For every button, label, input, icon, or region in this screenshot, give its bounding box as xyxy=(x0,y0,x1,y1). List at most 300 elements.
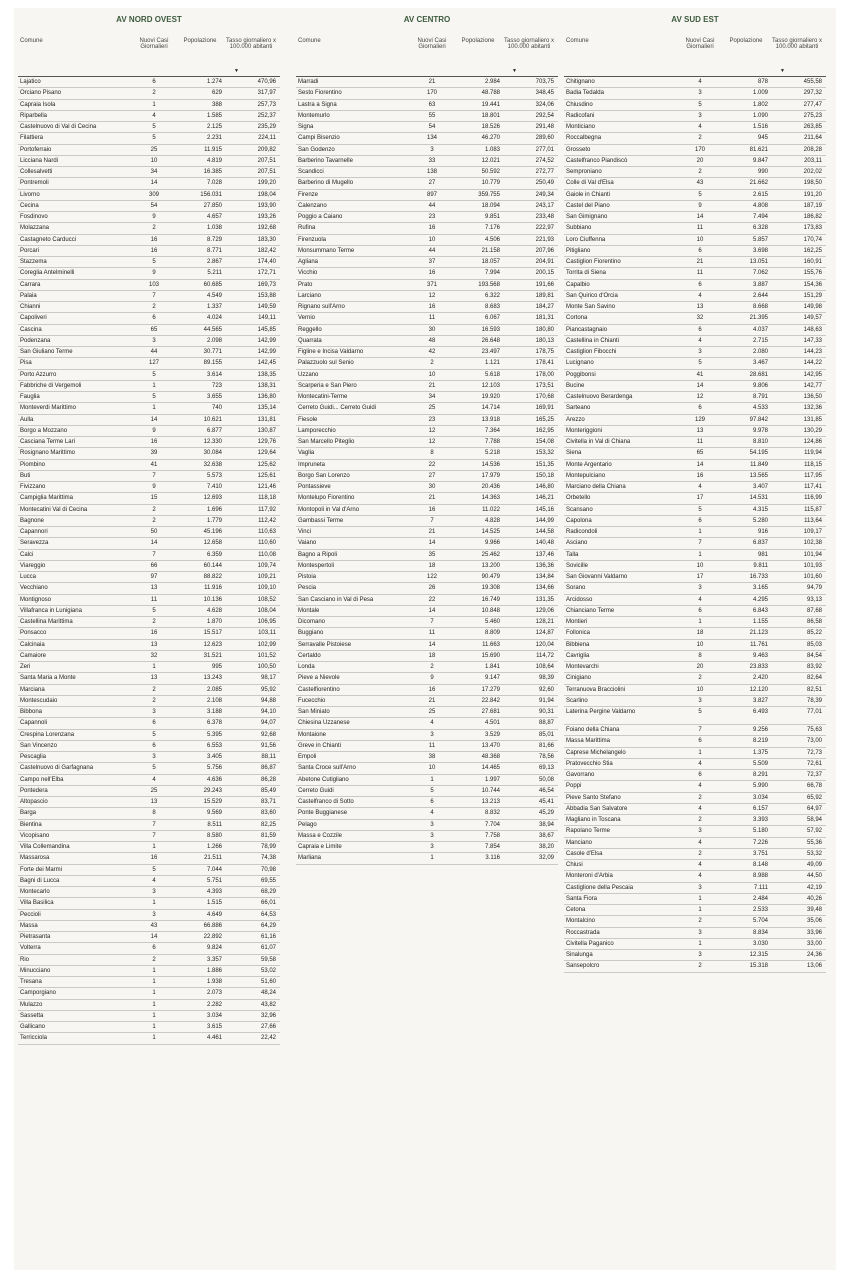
tasso-cell: 68,29 xyxy=(260,889,276,895)
comune-cell: Chiusi xyxy=(566,862,583,868)
table-row xyxy=(296,561,558,572)
tasso-cell: 113,64 xyxy=(804,517,822,524)
popolazione-cell: 6.877 xyxy=(206,427,222,434)
popolazione-cell: 6.157 xyxy=(752,805,768,812)
header-popolazione[interactable]: Popolazione xyxy=(461,38,495,44)
comune-cell: Tresana xyxy=(20,979,42,985)
popolazione-cell: 46.270 xyxy=(481,135,500,142)
comune-cell: Lucignano xyxy=(566,360,594,367)
tasso-cell: 184,27 xyxy=(535,304,554,310)
table-row xyxy=(564,815,826,826)
nuovi-casi-cell: 14 xyxy=(428,607,436,614)
comune-cell: San Casciano in Val di Pesa xyxy=(298,596,374,603)
header-comune[interactable]: Comune xyxy=(20,38,43,44)
popolazione-cell: 30.771 xyxy=(203,349,222,355)
tasso-cell: 24,36 xyxy=(806,952,822,958)
nuovi-casi-cell: 13 xyxy=(150,585,158,592)
nuovi-casi-cell: 14 xyxy=(428,540,436,547)
tasso-cell: 45,41 xyxy=(538,799,554,805)
nuovi-casi-cell: 1 xyxy=(698,619,702,625)
tasso-cell: 32,09 xyxy=(538,855,554,862)
table-row xyxy=(564,257,826,268)
popolazione-cell: 1.038 xyxy=(206,225,222,232)
nuovi-casi-cell: 9 xyxy=(152,270,156,277)
popolazione-cell: 12.315 xyxy=(749,952,768,958)
nuovi-casi-cell: 4 xyxy=(698,124,702,130)
table-row xyxy=(296,516,558,527)
header-nuovi-casi[interactable]: Nuovi Casi Giornalieri xyxy=(417,38,447,50)
header-tasso[interactable]: Tasso giornaliero x 100.000 abitanti xyxy=(771,38,823,50)
tasso-cell: 81,66 xyxy=(538,742,554,749)
comune-cell: San Godenzo xyxy=(298,146,335,153)
tasso-cell: 187,19 xyxy=(803,202,822,209)
tasso-cell: 72,73 xyxy=(806,749,822,756)
table-row xyxy=(18,77,280,88)
table-row xyxy=(564,781,826,792)
popolazione-cell: 13.243 xyxy=(203,675,222,682)
nuovi-casi-cell: 138 xyxy=(426,169,437,175)
tasso-cell: 75,63 xyxy=(806,727,822,733)
table-row xyxy=(18,730,280,741)
table-row xyxy=(18,370,280,381)
comune-cell: Crespina Lorenzana xyxy=(20,731,75,738)
comune-cell: Sansepolcro xyxy=(566,963,600,970)
popolazione-cell: 3.698 xyxy=(752,247,768,254)
nuovi-casi-cell: 5 xyxy=(698,191,702,198)
tasso-cell: 169,73 xyxy=(257,281,276,288)
table-row xyxy=(296,730,558,741)
table-row xyxy=(18,550,280,561)
nuovi-casi-cell: 37 xyxy=(428,259,436,265)
comune-cell: Chianni xyxy=(20,304,41,310)
comune-cell: Marradi xyxy=(298,79,319,85)
popolazione-cell: 11.916 xyxy=(204,585,222,592)
nuovi-casi-cell: 1 xyxy=(152,990,156,997)
nuovi-casi-cell: 44 xyxy=(428,202,436,209)
popolazione-cell: 4.636 xyxy=(206,776,222,783)
nuovi-casi-cell: 48 xyxy=(428,337,436,344)
comune-cell: Ponsacco xyxy=(20,630,47,637)
table-row xyxy=(564,939,826,950)
comune-cell: Pitigliano xyxy=(566,247,591,254)
popolazione-cell: 19.308 xyxy=(481,585,500,592)
popolazione-cell: 5.211 xyxy=(207,270,222,277)
nuovi-casi-cell: 170 xyxy=(426,90,437,97)
popolazione-cell: 13.565 xyxy=(749,472,768,479)
tasso-cell: 43,82 xyxy=(260,1001,276,1008)
comune-cell: Vicopisano xyxy=(20,832,50,839)
table-row xyxy=(564,707,826,725)
popolazione-cell: 15.529 xyxy=(203,799,222,805)
tasso-cell: 110,08 xyxy=(258,551,276,558)
tasso-cell: 142,99 xyxy=(257,337,276,344)
tasso-cell: 221,93 xyxy=(535,236,554,243)
tasso-cell: 193,26 xyxy=(257,214,276,220)
tasso-cell: 108,04 xyxy=(257,607,276,614)
tasso-cell: 292,54 xyxy=(535,112,554,119)
popolazione-cell: 14.525 xyxy=(481,529,500,535)
popolazione-cell: 1.266 xyxy=(206,844,222,850)
comune-cell: Firenzuola xyxy=(298,236,327,243)
popolazione-cell: 3.887 xyxy=(752,281,768,288)
comune-cell: Pratovecchio Stia xyxy=(566,760,613,767)
table-row xyxy=(564,595,826,606)
table-row xyxy=(564,849,826,860)
comune-cell: Rosignano Marittimo xyxy=(20,450,76,457)
section-title: AV CENTRO xyxy=(403,15,451,24)
tasso-cell: 146,21 xyxy=(535,495,554,502)
tasso-cell: 207,96 xyxy=(535,247,554,254)
comune-cell: Rio xyxy=(20,956,30,963)
comune-cell: Dicomano xyxy=(298,619,326,625)
popolazione-cell: 7.062 xyxy=(752,270,768,277)
tasso-cell: 22,42 xyxy=(260,1035,276,1042)
table-row xyxy=(296,190,558,201)
popolazione-cell: 7.494 xyxy=(752,214,768,220)
popolazione-cell: 8.988 xyxy=(752,873,768,880)
comune-cell: Fucecchio xyxy=(298,697,326,704)
popolazione-cell: 156.031 xyxy=(200,191,222,198)
popolazione-cell: 4.393 xyxy=(206,889,222,895)
tasso-cell: 69,13 xyxy=(538,765,554,772)
comune-cell: Vernio xyxy=(298,315,316,322)
comune-cell: Castelnuovo di Val di Cecina xyxy=(20,124,97,130)
tasso-cell: 181,31 xyxy=(535,315,554,322)
popolazione-cell: 3.529 xyxy=(484,731,500,738)
comune-cell: Ponte Buggianese xyxy=(298,810,348,817)
header-popolazione[interactable]: Popolazione xyxy=(729,38,763,44)
tasso-cell: 128,21 xyxy=(535,619,554,625)
popolazione-cell: 8.771 xyxy=(206,247,222,254)
tasso-cell: 252,37 xyxy=(257,112,276,119)
nuovi-casi-cell: 41 xyxy=(696,371,704,378)
tasso-cell: 102,99 xyxy=(257,641,276,648)
tasso-cell: 116,99 xyxy=(804,495,822,502)
comune-cell: Gaiole in Chianti xyxy=(566,191,611,198)
header-nuovi-casi[interactable]: Nuovi Casi Giornalieri xyxy=(685,38,715,50)
comune-cell: Monteroni d'Arbia xyxy=(566,873,613,880)
nuovi-casi-cell: 21 xyxy=(428,697,436,704)
tasso-cell: 124,86 xyxy=(803,439,822,445)
nuovi-casi-cell: 5 xyxy=(152,765,156,772)
tasso-cell: 108,64 xyxy=(535,664,554,670)
comune-cell: Marciano della Chiana xyxy=(566,484,626,490)
comune-cell: Portoferraio xyxy=(20,146,52,153)
tasso-cell: 272,77 xyxy=(535,169,554,175)
nuovi-casi-cell: 2 xyxy=(698,169,702,175)
popolazione-cell: 4.657 xyxy=(206,214,222,220)
nuovi-casi-cell: 16 xyxy=(428,270,436,277)
comune-cell: San Gimignano xyxy=(566,214,608,220)
popolazione-cell: 2.108 xyxy=(206,697,222,704)
header-nuovi-casi[interactable]: Nuovi Casi Giornalieri xyxy=(139,38,169,50)
nuovi-casi-cell: 5 xyxy=(152,731,156,738)
nuovi-casi-cell: 9 xyxy=(430,675,434,682)
comune-cell: Talla xyxy=(566,551,579,558)
nuovi-casi-cell: 44 xyxy=(150,349,158,355)
comune-cell: San Quirico d'Orcia xyxy=(566,292,618,299)
comune-cell: Villa Basilica xyxy=(20,900,54,907)
table-row xyxy=(18,572,280,583)
nuovi-casi-cell: 3 xyxy=(152,889,156,895)
comune-cell: Montescudaio xyxy=(20,697,58,704)
comune-cell: Gallicano xyxy=(20,1024,46,1030)
popolazione-cell: 5.395 xyxy=(206,731,222,738)
nuovi-casi-cell: 5 xyxy=(698,506,702,513)
comune-cell: Aulla xyxy=(20,416,34,423)
comune-cell: Pescaglia xyxy=(20,754,47,760)
table-row xyxy=(18,178,280,189)
comune-cell: Castelfranco Piandiscò xyxy=(566,157,628,164)
popolazione-cell: 3.116 xyxy=(485,855,500,862)
nuovi-casi-cell: 4 xyxy=(698,783,702,790)
table-row xyxy=(564,167,826,178)
table-row xyxy=(564,201,826,212)
nuovi-casi-cell: 5 xyxy=(152,866,156,873)
nuovi-casi-cell: 2 xyxy=(152,304,156,310)
header-tasso[interactable]: Tasso giornaliero x 100.000 abitanti xyxy=(503,38,555,50)
popolazione-cell: 359.755 xyxy=(478,191,500,198)
tasso-cell: 51,60 xyxy=(260,979,276,985)
tasso-cell: 69,55 xyxy=(260,877,276,884)
nuovi-casi-cell: 2 xyxy=(698,675,702,682)
popolazione-cell: 2.125 xyxy=(206,124,222,130)
nuovi-casi-cell: 16 xyxy=(150,247,158,254)
nuovi-casi-cell: 5 xyxy=(152,135,156,142)
tasso-cell: 50,08 xyxy=(538,776,554,783)
comune-cell: Caprese Michelangelo xyxy=(566,749,626,756)
popolazione-cell: 16.385 xyxy=(203,169,222,175)
comune-cell: Pieve a Nievole xyxy=(298,675,340,682)
tasso-cell: 173,51 xyxy=(535,382,554,389)
popolazione-cell: 3.030 xyxy=(752,940,768,947)
comune-cell: Peccioli xyxy=(20,911,41,918)
table-row xyxy=(296,752,558,763)
nuovi-casi-cell: 2 xyxy=(152,697,156,704)
tasso-cell: 243,17 xyxy=(535,202,554,209)
popolazione-cell: 13.200 xyxy=(481,562,500,569)
popolazione-cell: 7.788 xyxy=(484,439,500,445)
popolazione-cell: 990 xyxy=(757,169,768,175)
tasso-cell: 85,03 xyxy=(806,641,822,648)
table-row xyxy=(18,122,280,133)
nuovi-casi-cell: 5 xyxy=(152,607,156,614)
nuovi-casi-cell: 30 xyxy=(428,484,436,490)
header-comune[interactable]: Comune xyxy=(298,38,321,44)
popolazione-cell: 11.849 xyxy=(750,461,768,468)
nuovi-casi-cell: 16 xyxy=(428,225,436,232)
popolazione-cell: 1.886 xyxy=(206,967,222,974)
nuovi-casi-cell: 7 xyxy=(152,472,156,479)
table-row xyxy=(18,280,280,291)
popolazione-cell: 54.195 xyxy=(749,450,768,457)
comune-cell: Vinci xyxy=(298,529,311,535)
nuovi-casi-cell: 22 xyxy=(428,461,436,468)
table-row xyxy=(18,842,280,853)
table-row xyxy=(296,133,558,144)
nuovi-casi-cell: 4 xyxy=(152,112,156,119)
comune-cell: Buggiano xyxy=(298,630,324,637)
nuovi-casi-cell: 10 xyxy=(696,641,704,648)
popolazione-cell: 17.279 xyxy=(481,686,500,693)
table-row xyxy=(296,673,558,684)
table-row xyxy=(296,257,558,268)
tasso-cell: 178,75 xyxy=(535,349,554,355)
tasso-cell: 55,36 xyxy=(806,839,822,846)
popolazione-cell: 11.663 xyxy=(482,641,500,648)
popolazione-cell: 10.848 xyxy=(481,607,500,614)
comune-cell: Larciano xyxy=(298,292,322,299)
table-row xyxy=(564,804,826,815)
comune-cell: Pistoia xyxy=(298,574,317,580)
popolazione-cell: 14.465 xyxy=(481,765,500,772)
tasso-cell: 297,32 xyxy=(803,90,822,97)
tasso-cell: 40,26 xyxy=(806,895,822,902)
section-av-centro xyxy=(296,8,558,865)
nuovi-casi-cell: 129 xyxy=(694,416,705,423)
table-row xyxy=(18,1011,280,1022)
comune-cell: Foiano della Chiana xyxy=(566,727,620,733)
tasso-cell: 78,39 xyxy=(806,697,822,704)
tasso-cell: 154,36 xyxy=(803,281,822,288)
table-row xyxy=(296,392,558,403)
comune-cell: San Vincenzo xyxy=(20,742,57,749)
header-popolazione[interactable]: Popolazione xyxy=(183,38,217,44)
nuovi-casi-cell: 4 xyxy=(430,810,434,817)
comune-cell: Santa Croce sull'Arno xyxy=(298,765,356,772)
table-row xyxy=(564,606,826,617)
nuovi-casi-cell: 17 xyxy=(696,574,704,580)
sort-arrow-icon[interactable]: ▼ xyxy=(512,68,517,74)
header-comune[interactable]: Comune xyxy=(566,38,589,44)
popolazione-cell: 9.463 xyxy=(752,652,768,659)
table-row xyxy=(296,775,558,786)
comune-cell: Campo nell'Elba xyxy=(20,776,64,783)
table-row xyxy=(296,707,558,718)
table-row xyxy=(564,538,826,549)
nuovi-casi-cell: 11 xyxy=(696,270,704,277)
nuovi-casi-cell: 1 xyxy=(430,776,434,783)
nuovi-casi-cell: 4 xyxy=(698,484,702,490)
popolazione-cell: 8.668 xyxy=(752,304,768,310)
comune-cell: Forte dei Marmi xyxy=(20,866,63,873)
popolazione-cell: 19.441 xyxy=(481,101,500,108)
tasso-cell: 82,25 xyxy=(260,821,276,828)
tasso-cell: 64,97 xyxy=(806,805,822,812)
sort-arrow-icon[interactable]: ▼ xyxy=(234,68,239,74)
table-row xyxy=(296,280,558,291)
popolazione-cell: 21.395 xyxy=(749,315,768,322)
comune-cell: Lamporecchio xyxy=(298,427,336,434)
nuovi-casi-cell: 4 xyxy=(152,877,156,884)
comune-cell: Monticiano xyxy=(566,124,596,130)
comune-cell: Stazzema xyxy=(20,259,47,265)
table-row xyxy=(18,865,280,876)
tasso-cell: 199,20 xyxy=(257,180,276,187)
tasso-cell: 77,01 xyxy=(806,709,822,715)
table-row xyxy=(564,482,826,493)
nuovi-casi-cell: 21 xyxy=(428,79,436,85)
comune-cell: Civitella in Val di Chiana xyxy=(566,439,631,445)
table-body xyxy=(296,77,558,865)
popolazione-cell: 8.810 xyxy=(752,439,768,445)
table-row xyxy=(564,583,826,594)
tasso-cell: 149,11 xyxy=(258,315,276,322)
popolazione-cell: 81.621 xyxy=(749,146,768,153)
comune-cell: Barberino di Mugello xyxy=(298,180,354,187)
table-row xyxy=(296,145,558,156)
table-row xyxy=(18,1033,280,1044)
nuovi-casi-cell: 4 xyxy=(698,337,702,344)
popolazione-cell: 1.585 xyxy=(206,112,222,119)
table-row xyxy=(18,910,280,921)
popolazione-cell: 2.867 xyxy=(206,259,222,265)
popolazione-cell: 7.226 xyxy=(752,839,768,846)
comune-cell: Pisa xyxy=(20,360,32,367)
header-tasso[interactable]: Tasso giornaliero x 100.000 abitanti xyxy=(225,38,277,50)
popolazione-cell: 12.623 xyxy=(203,641,222,648)
comune-cell: Asciano xyxy=(566,540,588,547)
popolazione-cell: 6.837 xyxy=(752,540,768,547)
comune-cell: Castelnuovo di Garfagnana xyxy=(20,765,94,772)
tasso-cell: 91,94 xyxy=(538,697,554,704)
table-row xyxy=(296,718,558,729)
table-row xyxy=(296,741,558,752)
nuovi-casi-cell: 32 xyxy=(696,315,704,322)
table-row xyxy=(18,516,280,527)
sort-arrow-icon[interactable]: ▼ xyxy=(780,68,785,74)
table-row xyxy=(296,178,558,189)
nuovi-casi-cell: 5 xyxy=(152,259,156,265)
popolazione-cell: 1.009 xyxy=(752,90,768,97)
table-row xyxy=(296,212,558,223)
nuovi-casi-cell: 2 xyxy=(152,90,156,97)
table-row xyxy=(18,291,280,302)
nuovi-casi-cell: 44 xyxy=(428,247,436,254)
table-row xyxy=(18,325,280,336)
tasso-cell: 82,51 xyxy=(806,686,822,693)
tasso-cell: 149,98 xyxy=(803,304,822,310)
nuovi-casi-cell: 14 xyxy=(696,461,704,468)
popolazione-cell: 5.180 xyxy=(752,828,768,835)
popolazione-cell: 5.280 xyxy=(752,517,768,524)
table-row xyxy=(564,916,826,927)
nuovi-casi-cell: 3 xyxy=(430,844,434,850)
nuovi-casi-cell: 6 xyxy=(152,79,156,85)
popolazione-cell: 3.467 xyxy=(752,360,768,367)
comune-cell: Uzzano xyxy=(298,371,319,378)
table-row xyxy=(296,77,558,88)
table-row xyxy=(18,707,280,718)
table-row xyxy=(564,725,826,736)
comune-cell: Certaldo xyxy=(298,652,321,659)
table-row xyxy=(18,302,280,313)
comune-cell: Cortona xyxy=(566,315,588,322)
popolazione-cell: 9.824 xyxy=(206,945,222,952)
comune-cell: Borgo a Mozzano xyxy=(20,427,68,434)
popolazione-cell: 2.715 xyxy=(752,337,768,344)
tasso-cell: 193,90 xyxy=(257,202,276,209)
nuovi-casi-cell: 2 xyxy=(152,619,156,625)
table-row xyxy=(18,448,280,459)
nuovi-casi-cell: 8 xyxy=(152,810,156,817)
popolazione-cell: 28.681 xyxy=(749,371,768,378)
comune-cell: Chiesina Uzzanese xyxy=(298,720,350,727)
tasso-cell: 38,94 xyxy=(538,821,554,828)
table-row xyxy=(18,145,280,156)
nuovi-casi-cell: 3 xyxy=(698,952,702,958)
popolazione-cell: 1.090 xyxy=(752,112,768,119)
